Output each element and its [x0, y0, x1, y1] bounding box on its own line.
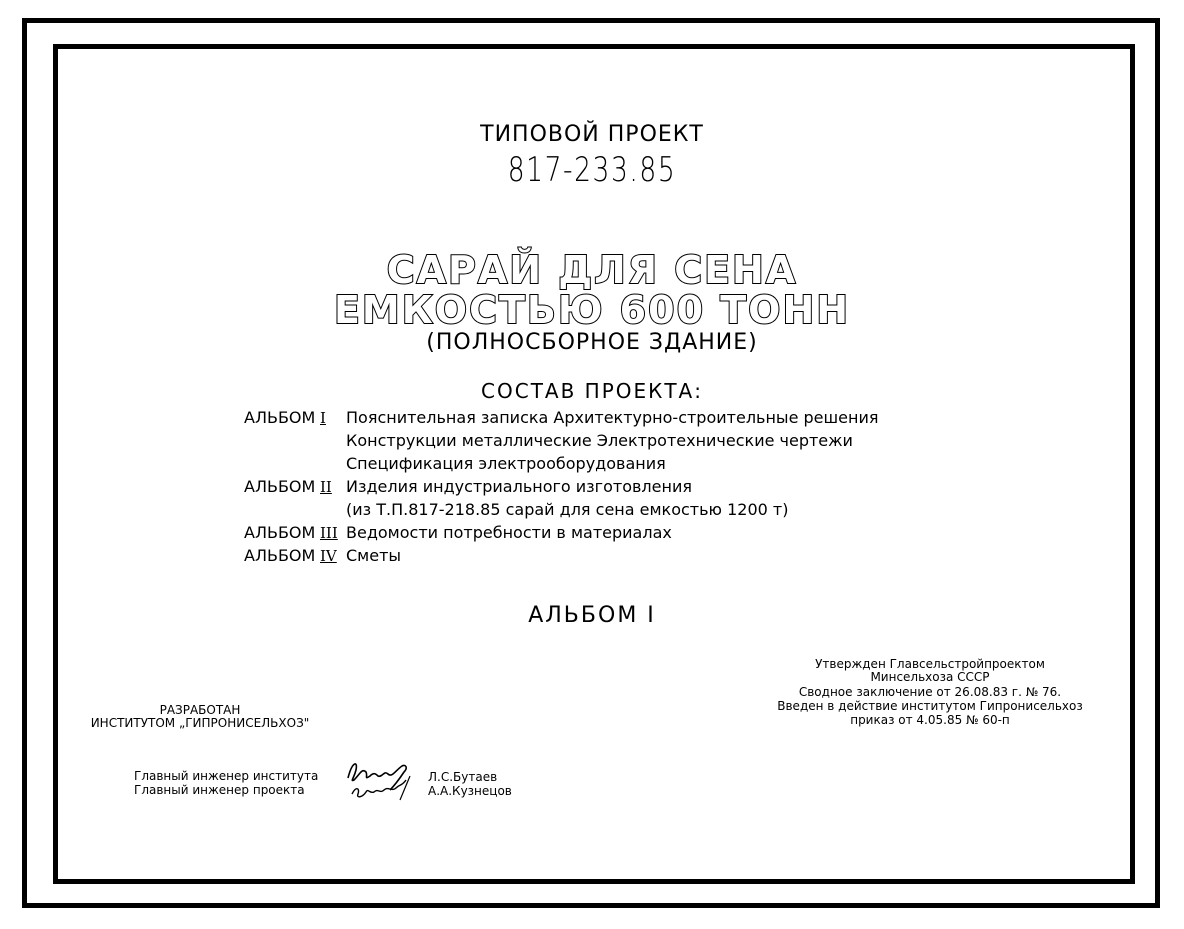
album-numeral: II	[320, 478, 332, 496]
album-numeral: IV	[320, 547, 337, 565]
developer-line: ИНСТИТУТОМ „ГИПРОНИСЕЛЬХОЗ"	[90, 716, 310, 730]
album-numeral: III	[320, 524, 338, 542]
album-line: Ведомости потребности в материалах	[346, 523, 672, 542]
approval-line: Минсельхоза СССР	[870, 670, 990, 684]
album-line: Пояснительная записка Архитектурно-строительные решения	[346, 408, 879, 427]
developer-line: РАЗРАБОТАН	[159, 703, 241, 717]
album-line: Конструкции металлические Электротехнические чертежи	[346, 431, 853, 450]
approval-line: Сводное заключение от 26.08.83 г. № 76.	[798, 685, 1062, 699]
album-line: Сметы	[346, 546, 402, 565]
approval-line: Введен в действие институтом Гипронисельхоз	[777, 699, 1083, 713]
album-line: Изделия индустриального изготовления	[346, 477, 692, 496]
approval-line: Утвержден Главсельстройпроектом	[815, 657, 1045, 671]
signer-name-2: А.А.Кузнецов	[428, 784, 512, 798]
album-line: Спецификация электрооборудования	[346, 454, 666, 473]
title-line-2: ЕМКОСТЬЮ 600 ТОНН	[333, 288, 851, 332]
composition-heading: СОСТАВ ПРОЕКТА:	[481, 379, 703, 403]
subtitle: (ПОЛНОСБОРНОЕ ЗДАНИЕ)	[426, 330, 758, 355]
album-numeral: I	[320, 409, 326, 427]
album-label: АЛЬБОМ	[244, 477, 316, 496]
album-label: АЛЬБОМ	[244, 523, 316, 542]
signature-mark	[344, 756, 416, 806]
stamp-title: ТИПОВОЙ ПРОЕКТ	[480, 122, 704, 147]
album-label: АЛЬБОМ	[244, 408, 316, 427]
approval-line: приказ от 4.05.85 № 60-п	[850, 713, 1010, 727]
title-line-1: САРАЙ ДЛЯ СЕНА	[386, 248, 798, 292]
album-label: АЛЬБОМ	[244, 546, 316, 565]
signer-role-1: Главный инженер института	[134, 769, 319, 783]
album-line: (из Т.П.817-218.85 сарай для сена емкостью 1200 т)	[346, 500, 789, 519]
signer-role-2: Главный инженер проекта	[134, 783, 305, 797]
project-number: 817-233.85	[507, 150, 677, 190]
signer-name-1: Л.С.Бутаев	[428, 770, 498, 784]
current-album: АЛЬБОМ I	[528, 603, 656, 628]
